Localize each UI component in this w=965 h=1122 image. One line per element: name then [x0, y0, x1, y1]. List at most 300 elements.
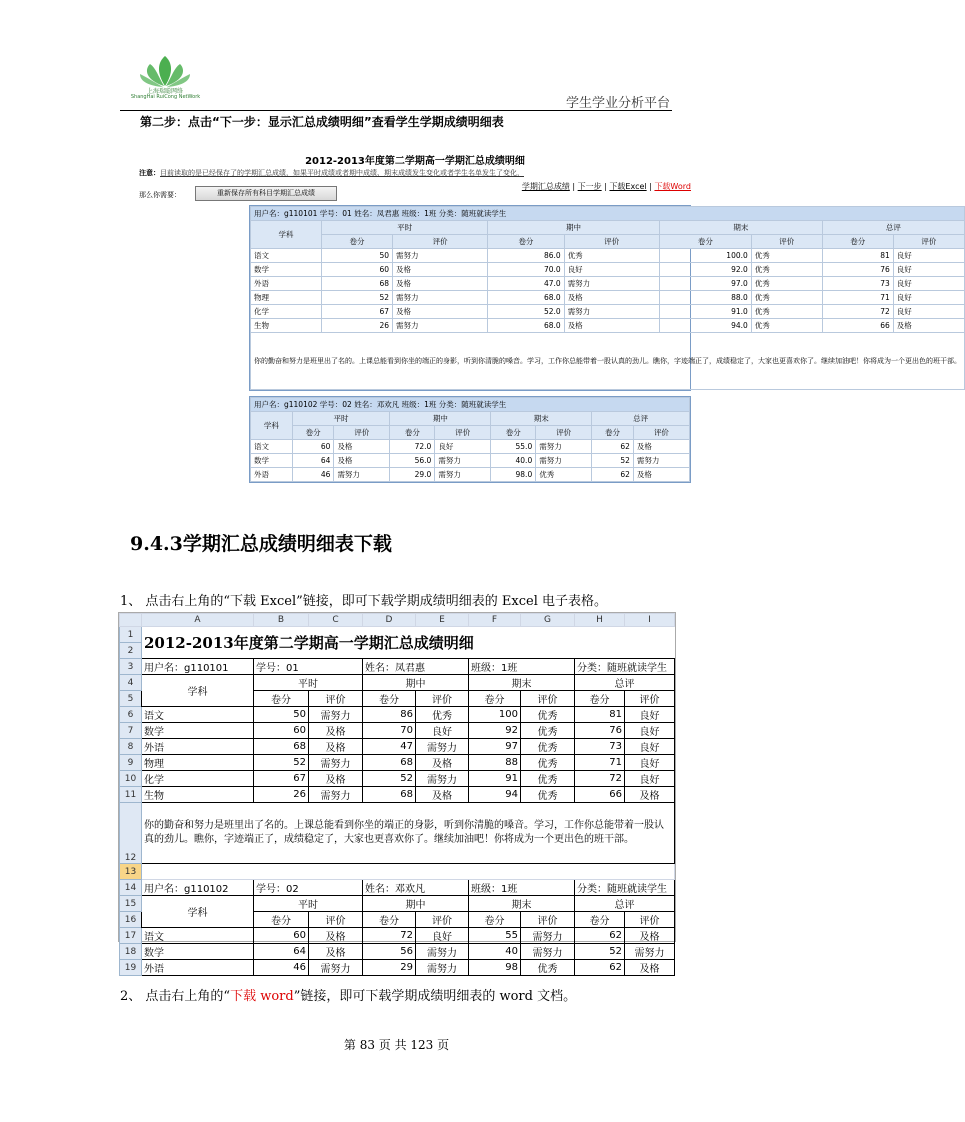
header-final: 期末	[491, 412, 592, 426]
cell-eval[interactable]: 需努力	[309, 787, 363, 803]
eval-cell: 及格	[633, 468, 689, 482]
cell-eval[interactable]: 良好	[625, 707, 675, 723]
column-header[interactable]: C	[309, 614, 363, 627]
cell-eval[interactable]: 良好	[625, 739, 675, 755]
cell-header-final[interactable]: 期末	[469, 675, 575, 691]
student-block-1	[249, 205, 961, 391]
cell-score[interactable]: 29	[363, 960, 416, 976]
cell-eval[interactable]: 优秀	[521, 960, 575, 976]
cell-score[interactable]: 86	[363, 707, 416, 723]
step2-instruction: 第二步：点击“下一步：显示汇总成绩明细”查看学生学期成绩明细表	[140, 115, 504, 129]
cell-header-score[interactable]: 卷分	[575, 912, 625, 928]
column-header[interactable]: D	[363, 614, 416, 627]
score-cell: 40.0	[491, 454, 536, 468]
cell-header-eval[interactable]: 评价	[625, 912, 675, 928]
grade-row	[251, 305, 965, 319]
cell-header-eval[interactable]: 评价	[521, 691, 575, 707]
cell-header-ps[interactable]: 平时	[254, 675, 363, 691]
score-cell: 47.0	[488, 277, 565, 291]
eval-cell: 需努力	[393, 291, 488, 305]
score-cell: 98.0	[491, 468, 536, 482]
score-cell: 73	[822, 277, 893, 291]
row-header[interactable]: 1	[120, 627, 142, 643]
score-cell: 52	[592, 454, 634, 468]
eval-cell: 及格	[393, 263, 488, 277]
eval-cell: 优秀	[536, 468, 592, 482]
cell-header-subject[interactable]: 学科	[142, 675, 254, 707]
cell-header-score[interactable]: 卷分	[469, 691, 521, 707]
column-header[interactable]: G	[521, 614, 575, 627]
header-eval: 评价	[564, 235, 659, 249]
cell-score[interactable]: 67	[254, 771, 309, 787]
cell-header-score[interactable]: 卷分	[363, 691, 416, 707]
eval-cell: 及格	[633, 440, 689, 454]
column-header[interactable]: F	[469, 614, 521, 627]
cell-score[interactable]: 92	[469, 723, 521, 739]
header-final: 期末	[659, 221, 822, 235]
row-header[interactable]: 10	[120, 771, 142, 787]
score-cell: 70.0	[488, 263, 565, 277]
cell-subject[interactable]: 数学	[142, 944, 254, 960]
grade-row	[251, 454, 690, 468]
cell-score[interactable]: 98	[469, 960, 521, 976]
eval-cell: 需努力	[536, 440, 592, 454]
header-eval: 评价	[334, 426, 390, 440]
eval-cell: 良好	[893, 277, 964, 291]
note-label: 注意：	[139, 169, 160, 177]
web-page-title: 2012-2013年度第二学期高一学期汇总成绩明细	[305, 156, 525, 167]
cell-header-final[interactable]: 期末	[469, 896, 575, 912]
score-cell: 66	[822, 319, 893, 333]
header-score: 卷分	[491, 426, 536, 440]
link-separator: |	[649, 182, 652, 191]
cell-header-score[interactable]: 卷分	[254, 691, 309, 707]
eval-cell: 良好	[893, 305, 964, 319]
cell-score[interactable]: 52	[254, 755, 309, 771]
eval-cell: 需努力	[334, 468, 390, 482]
excel-title[interactable]: 2012-2013年度第二学期高一学期汇总成绩明细	[144, 634, 474, 652]
sheet-row	[120, 739, 675, 755]
sheet-row	[120, 707, 675, 723]
cell-score[interactable]: 73	[575, 739, 625, 755]
cell-comment[interactable]: 你的勤奋和努力是班里出了名的。上课总能看到你坐的端正的身影，听到你清脆的嗓音。学习，工作你总能带着一股认真的劲儿。瞧你，字迹端正了，成绩稳定了，大家也更喜欢你了。继续加油吧！你将成为一个更出色的班干部。	[142, 803, 675, 864]
student-info: 用户名：g110102 学号：02 姓名：邓欢凡 班级：1班 分类：随班就读学生	[251, 398, 690, 412]
cell-score[interactable]: 100	[469, 707, 521, 723]
eval-cell: 需努力	[536, 454, 592, 468]
sheet-row	[120, 771, 675, 787]
cell-eval[interactable]: 需努力	[416, 771, 469, 787]
grade-row	[251, 468, 690, 482]
cell-eval[interactable]: 及格	[309, 944, 363, 960]
cell-student-no[interactable]: 学号：02	[254, 880, 363, 896]
cell-header-subject[interactable]: 学科	[142, 896, 254, 928]
cell-eval[interactable]: 良好	[625, 771, 675, 787]
subject-cell: 语文	[251, 440, 293, 454]
cell-eval[interactable]: 优秀	[416, 707, 469, 723]
cell-header-eval[interactable]: 评价	[309, 912, 363, 928]
para2-prefix: 2、 点击右上角的“	[120, 989, 231, 1004]
score-cell: 97.0	[659, 277, 751, 291]
cell-score[interactable]: 56	[363, 944, 416, 960]
cell-eval[interactable]: 需努力	[309, 960, 363, 976]
cell-eval[interactable]: 优秀	[521, 707, 575, 723]
cell-header-score[interactable]: 卷分	[469, 912, 521, 928]
header-divider	[120, 110, 672, 111]
row-header[interactable]: 12	[120, 803, 142, 864]
subject-cell: 数学	[251, 263, 322, 277]
eval-cell: 及格	[393, 305, 488, 319]
score-cell: 72.0	[390, 440, 435, 454]
corner-cell[interactable]	[120, 614, 142, 627]
cell-score[interactable]: 70	[363, 723, 416, 739]
sheet-row	[120, 755, 675, 771]
cell-header-mid[interactable]: 期中	[363, 896, 469, 912]
column-header[interactable]: H	[575, 614, 625, 627]
grade-row	[251, 291, 965, 305]
eval-cell: 需努力	[393, 249, 488, 263]
paragraph-word	[120, 985, 576, 1004]
cell-score[interactable]: 76	[575, 723, 625, 739]
student-block-2	[249, 396, 691, 483]
score-cell: 52.0	[488, 305, 565, 319]
eval-cell: 需努力	[393, 319, 488, 333]
cell-score[interactable]: 52	[575, 944, 625, 960]
cell-header-score[interactable]: 卷分	[575, 691, 625, 707]
score-cell: 52	[322, 291, 393, 305]
resave-button[interactable]: 重新保存所有科目学期汇总成绩	[195, 186, 337, 201]
cell-header-eval[interactable]: 评价	[416, 912, 469, 928]
row-header[interactable]: 3	[120, 659, 142, 675]
cell-score[interactable]: 72	[575, 771, 625, 787]
cell-class[interactable]: 班级：1班	[469, 880, 575, 896]
cell-eval[interactable]: 优秀	[521, 755, 575, 771]
cell-score[interactable]: 60	[254, 723, 309, 739]
cell-username[interactable]: 用户名：g110101	[142, 659, 254, 675]
cell-subject[interactable]: 物理	[142, 755, 254, 771]
header-score: 卷分	[292, 426, 334, 440]
cell-subject[interactable]: 语文	[142, 707, 254, 723]
score-cell: 100.0	[659, 249, 751, 263]
column-header[interactable]: B	[254, 614, 309, 627]
subject-cell: 外语	[251, 277, 322, 291]
cell-score[interactable]: 52	[363, 771, 416, 787]
cell-name[interactable]: 姓名：凤君惠	[363, 659, 469, 675]
eval-cell: 及格	[393, 277, 488, 291]
page-number: 第 83 页 共 123 页	[343, 1038, 450, 1052]
eval-cell: 需努力	[564, 305, 659, 319]
score-cell: 64	[292, 454, 334, 468]
cell-score[interactable]: 47	[363, 739, 416, 755]
cell-score[interactable]: 88	[469, 755, 521, 771]
cell-eval[interactable]: 良好	[416, 928, 469, 944]
score-cell: 68.0	[488, 291, 565, 305]
logo-en-text: ShangHai RuiCong NetWork	[130, 94, 201, 100]
eval-cell: 优秀	[564, 249, 659, 263]
note-text: 目前读取的是已经保存了的学期汇总成绩，如果平时成绩或者期中成绩、期末成绩发生变化或者学生名单发生了变化，	[160, 169, 524, 177]
header-score: 卷分	[592, 426, 634, 440]
score-cell: 81	[822, 249, 893, 263]
cell-header-ps[interactable]: 平时	[254, 896, 363, 912]
score-cell: 62	[592, 440, 634, 454]
cell-subject[interactable]: 化学	[142, 771, 254, 787]
row-header[interactable]: 8	[120, 739, 142, 755]
header-eval: 评价	[435, 426, 491, 440]
link-download-excel[interactable]: 下载Excel	[609, 182, 647, 191]
cell-subject[interactable]: 外语	[142, 739, 254, 755]
eval-cell: 优秀	[751, 277, 822, 291]
header-eval: 评价	[633, 426, 689, 440]
web-screenshot	[137, 150, 961, 480]
logo-cn-text: 上海瑞聪网络	[146, 88, 183, 95]
cell-score[interactable]: 72	[363, 928, 416, 944]
row-header[interactable]: 6	[120, 707, 142, 723]
cell-score[interactable]: 46	[254, 960, 309, 976]
cell-eval[interactable]: 需努力	[416, 960, 469, 976]
eval-cell: 良好	[564, 263, 659, 277]
if-label: 那么你需要：	[139, 191, 181, 199]
cell-eval[interactable]: 及格	[416, 787, 469, 803]
row-header[interactable]: 18	[120, 944, 142, 960]
sheet-row	[120, 960, 675, 976]
row-header[interactable]: 14	[120, 880, 142, 896]
header-total: 总评	[592, 412, 690, 426]
link-next-step[interactable]: 下一步	[577, 182, 602, 191]
cell-class[interactable]: 班级：1班	[469, 659, 575, 675]
eval-cell: 需努力	[435, 454, 491, 468]
row-header[interactable]: 19	[120, 960, 142, 976]
eval-cell: 及格	[564, 319, 659, 333]
cell-subject[interactable]: 外语	[142, 960, 254, 976]
eval-cell: 需努力	[564, 277, 659, 291]
cell-score[interactable]: 94	[469, 787, 521, 803]
cell-score[interactable]: 50	[254, 707, 309, 723]
link-semester-summary[interactable]: 学期汇总成绩	[521, 182, 570, 191]
cell-eval[interactable]: 需努力	[309, 707, 363, 723]
column-header[interactable]: A	[142, 614, 254, 627]
header-ps: 平时	[322, 221, 488, 235]
score-cell: 92.0	[659, 263, 751, 277]
cell-score[interactable]: 55	[469, 928, 521, 944]
subject-cell: 数学	[251, 454, 293, 468]
row-header-selected[interactable]: 13	[120, 864, 142, 880]
cell-eval[interactable]: 及格	[309, 723, 363, 739]
eval-cell: 需努力	[633, 454, 689, 468]
subject-cell: 生物	[251, 319, 322, 333]
header-mid: 期中	[488, 221, 660, 235]
score-cell: 46	[292, 468, 334, 482]
score-cell: 26	[322, 319, 393, 333]
cell-eval[interactable]: 需努力	[521, 944, 575, 960]
cell-subject[interactable]: 语文	[142, 928, 254, 944]
subject-cell: 物理	[251, 291, 322, 305]
cell-score[interactable]: 40	[469, 944, 521, 960]
row-header[interactable]: 16	[120, 912, 142, 928]
cell-header-eval[interactable]: 评价	[625, 691, 675, 707]
score-cell: 76	[822, 263, 893, 277]
cell-eval[interactable]: 优秀	[521, 787, 575, 803]
score-cell: 60	[322, 263, 393, 277]
cell-eval[interactable]: 良好	[416, 723, 469, 739]
empty-row[interactable]	[142, 864, 675, 880]
cell-eval[interactable]: 优秀	[521, 771, 575, 787]
cell-score[interactable]: 91	[469, 771, 521, 787]
cell-score[interactable]: 62	[575, 928, 625, 944]
eval-cell: 优秀	[751, 263, 822, 277]
cell-header-total[interactable]: 总评	[575, 896, 675, 912]
cell-subject[interactable]: 数学	[142, 723, 254, 739]
eval-cell: 良好	[893, 263, 964, 277]
grade-row	[251, 263, 965, 277]
cell-eval[interactable]: 需努力	[416, 739, 469, 755]
column-header[interactable]: I	[625, 614, 675, 627]
header-eval: 评价	[536, 426, 592, 440]
cell-eval[interactable]: 需努力	[625, 944, 675, 960]
cell-score[interactable]: 66	[575, 787, 625, 803]
eval-cell: 优秀	[751, 249, 822, 263]
row-header[interactable]: 5	[120, 691, 142, 707]
score-cell: 50	[322, 249, 393, 263]
score-cell: 86.0	[488, 249, 565, 263]
header-score: 卷分	[822, 235, 893, 249]
score-cell: 62	[592, 468, 634, 482]
eval-cell: 优秀	[751, 291, 822, 305]
teacher-comment: 你的勤奋和努力是班里出了名的。上课总能看到你坐的端正的身影，听到你清脆的嗓音。学习，工作你总能带着一股认真的劲儿。瞧你，字迹端正了，成绩稳定了，大家也更喜欢你了。继续加油吧！你将成为一个更出色的班干部。	[251, 333, 965, 390]
link-separator: |	[604, 182, 607, 191]
score-cell: 88.0	[659, 291, 751, 305]
score-cell: 91.0	[659, 305, 751, 319]
score-cell: 68.0	[488, 319, 565, 333]
column-header[interactable]: E	[416, 614, 469, 627]
row-header[interactable]: 11	[120, 787, 142, 803]
row-header[interactable]: 17	[120, 928, 142, 944]
row-header[interactable]: 2	[120, 643, 142, 659]
excel-sheet	[119, 613, 675, 976]
cell-eval[interactable]: 及格	[309, 739, 363, 755]
cell-header-eval[interactable]: 评价	[416, 691, 469, 707]
grade-row	[251, 277, 965, 291]
cell-score[interactable]: 64	[254, 944, 309, 960]
header-subject: 学科	[251, 221, 322, 249]
cell-header-total[interactable]: 总评	[575, 675, 675, 691]
cell-username[interactable]: 用户名：g110102	[142, 880, 254, 896]
subject-cell: 语文	[251, 249, 322, 263]
grade-row	[251, 249, 965, 263]
row-header[interactable]: 15	[120, 896, 142, 912]
cell-category[interactable]: 分类：随班就读学生	[575, 659, 675, 675]
header-total: 总评	[822, 221, 964, 235]
row-header[interactable]: 9	[120, 755, 142, 771]
cell-score[interactable]: 60	[254, 928, 309, 944]
cell-eval[interactable]: 优秀	[521, 723, 575, 739]
eval-cell: 良好	[893, 291, 964, 305]
cell-eval[interactable]: 良好	[625, 755, 675, 771]
sheet-row	[120, 723, 675, 739]
score-cell: 72	[822, 305, 893, 319]
cell-eval[interactable]: 优秀	[521, 739, 575, 755]
cell-eval[interactable]: 及格	[416, 755, 469, 771]
cell-eval[interactable]: 及格	[625, 787, 675, 803]
cell-header-eval[interactable]: 评价	[309, 691, 363, 707]
cell-score[interactable]: 26	[254, 787, 309, 803]
header-score: 卷分	[390, 426, 435, 440]
subject-cell: 外语	[251, 468, 293, 482]
header-subject: 学科	[251, 412, 293, 440]
cell-eval[interactable]: 需努力	[416, 944, 469, 960]
header-ps: 平时	[292, 412, 390, 426]
cell-eval[interactable]: 及格	[309, 928, 363, 944]
cell-score[interactable]: 71	[575, 755, 625, 771]
cell-eval[interactable]: 及格	[625, 960, 675, 976]
header-eval: 评价	[393, 235, 488, 249]
header-score: 卷分	[659, 235, 751, 249]
cell-eval[interactable]: 及格	[625, 928, 675, 944]
paragraph-excel: 1、 点击右上角的“下载 Excel”链接，即可下载学期成绩明细表的 Excel 电子表格。	[120, 594, 607, 609]
cell-header-eval[interactable]: 评价	[521, 912, 575, 928]
cell-score[interactable]: 62	[575, 960, 625, 976]
cell-score[interactable]: 97	[469, 739, 521, 755]
student-info: 用户名：g110101 学号：01 姓名：凤君惠 班级：1班 分类：随班就读学生	[251, 207, 965, 221]
score-cell: 55.0	[491, 440, 536, 454]
sheet-row	[120, 944, 675, 960]
eval-cell: 及格	[334, 454, 390, 468]
cell-subject[interactable]: 生物	[142, 787, 254, 803]
eval-cell: 及格	[334, 440, 390, 454]
para2-suffix: ”链接，即可下载学期成绩明细表的 word 文档。	[293, 989, 577, 1004]
cell-eval[interactable]: 需努力	[309, 755, 363, 771]
score-cell: 67	[322, 305, 393, 319]
header-mid: 期中	[390, 412, 491, 426]
score-cell: 56.0	[390, 454, 435, 468]
row-header[interactable]: 7	[120, 723, 142, 739]
grade-row	[251, 440, 690, 454]
cell-category[interactable]: 分类：随班就读学生	[575, 880, 675, 896]
grade-row	[251, 319, 965, 333]
subject-cell: 化学	[251, 305, 322, 319]
header-score: 卷分	[488, 235, 565, 249]
header-score: 卷分	[322, 235, 393, 249]
cell-header-mid[interactable]: 期中	[363, 675, 469, 691]
cell-score[interactable]: 81	[575, 707, 625, 723]
web-note	[139, 168, 524, 178]
eval-cell: 优秀	[751, 305, 822, 319]
score-cell: 94.0	[659, 319, 751, 333]
cell-score[interactable]: 68	[363, 755, 416, 771]
cell-header-score[interactable]: 卷分	[363, 912, 416, 928]
excel-screenshot	[118, 612, 676, 975]
score-cell: 68	[322, 277, 393, 291]
row-header[interactable]: 4	[120, 675, 142, 691]
web-link-bar	[522, 181, 691, 192]
eval-cell: 需努力	[435, 468, 491, 482]
score-cell: 29.0	[390, 468, 435, 482]
cell-eval[interactable]: 良好	[625, 723, 675, 739]
header-eval: 评价	[893, 235, 964, 249]
score-cell: 60	[292, 440, 334, 454]
cell-eval[interactable]: 及格	[309, 771, 363, 787]
cell-score[interactable]: 68	[254, 739, 309, 755]
eval-cell: 良好	[893, 249, 964, 263]
eval-cell: 良好	[435, 440, 491, 454]
sheet-row	[120, 787, 675, 803]
link-download-word[interactable]: 下载Word	[654, 182, 691, 191]
header-eval: 评价	[751, 235, 822, 249]
cell-eval[interactable]: 需努力	[521, 928, 575, 944]
cell-score[interactable]: 68	[363, 787, 416, 803]
cell-student-no[interactable]: 学号：01	[254, 659, 363, 675]
sheet-row	[120, 928, 675, 944]
cell-header-score[interactable]: 卷分	[254, 912, 309, 928]
cell-name[interactable]: 姓名：邓欢凡	[363, 880, 469, 896]
